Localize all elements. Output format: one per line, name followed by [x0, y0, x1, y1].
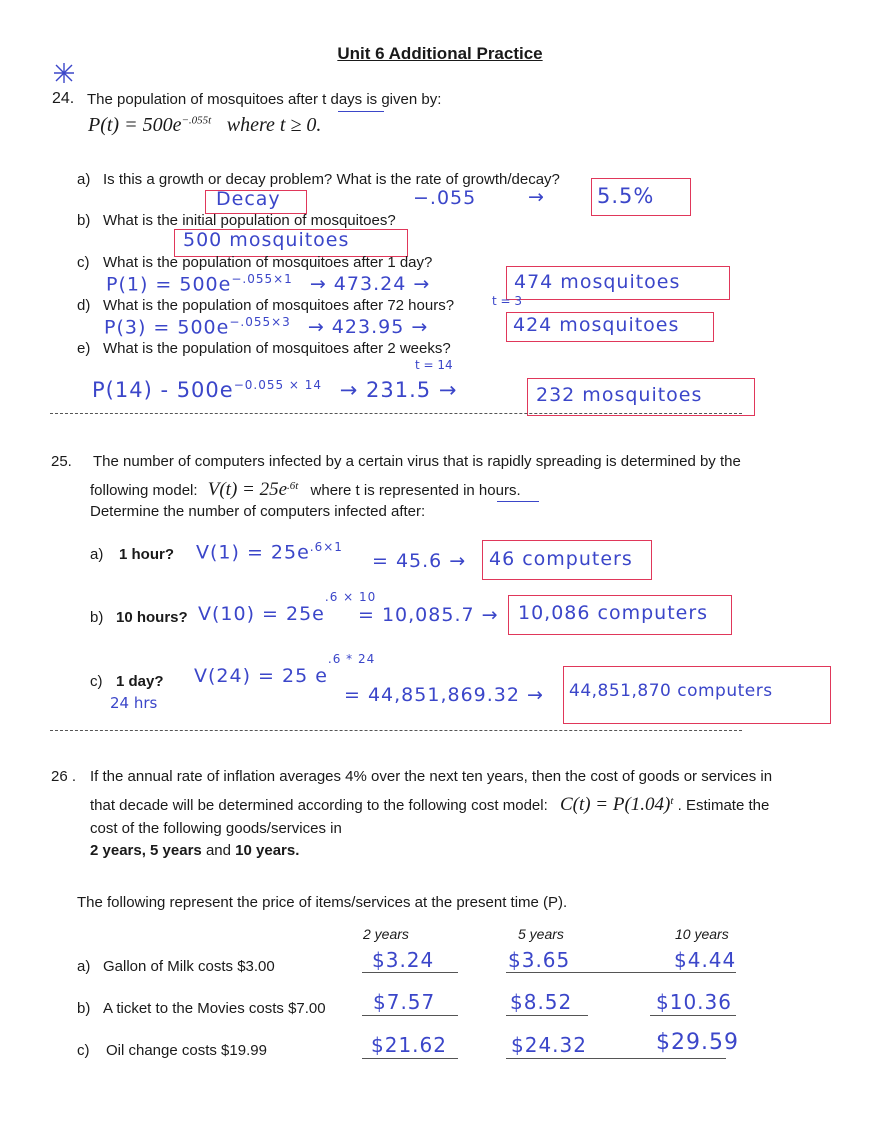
q24e-note: t = 14 [415, 358, 453, 372]
q26c-val-2: $21.62 [371, 1033, 447, 1057]
q26b-item: A ticket to the Movies costs $7.00 [103, 1000, 326, 1017]
q24c-text: What is the population of mosquitoes after 1 day? [103, 254, 433, 271]
q25a-ans: 46 computers [489, 548, 633, 570]
q26-col-10years: 10 years [675, 926, 729, 942]
q25-number: 25. [51, 453, 72, 470]
q26b-val-5: $8.52 [510, 990, 573, 1014]
q24e-text: What is the population of mosquitoes after 2 weeks? [103, 340, 451, 357]
q25-underline [497, 501, 539, 502]
q26c-line-5-10 [506, 1058, 726, 1059]
q24e-ans: 232 mosquitoes [536, 384, 703, 406]
q25a-work: $V(1) = 25e^{.6\times 1}$ [196, 540, 343, 564]
q25b-q: 10 hours? [116, 609, 188, 626]
q24-underline [338, 111, 384, 112]
q26b-label: b) [77, 1000, 91, 1017]
q24b-ans: 500 mosquitoes [183, 229, 350, 251]
q25-line1: The number of computers infected by a certain virus that is rapidly spreading is determined by the [93, 453, 741, 470]
q26b-line-2 [362, 1015, 458, 1016]
q24-formula: $P(t) = 500e^{-.055t}$ where t ≥ 0. [88, 114, 322, 136]
q24d-label: d) [77, 297, 91, 314]
q25b-result: = 10,085.7 → [358, 604, 499, 626]
q24a-text: Is this a growth or decay problem? What is the rate of growth/decay? [103, 171, 560, 188]
q24b-text: What is the initial population of mosquitoes? [103, 212, 396, 229]
q24e-label: e) [77, 340, 91, 357]
divider-2 [50, 730, 742, 731]
q24-text: The population of mosquitoes after t days is given by: [87, 91, 442, 108]
q26a-val-2: $3.24 [372, 948, 435, 972]
q26-line1: If the annual rate of inflation averages 4% over the next ten years, then the cost of goods or services in [90, 768, 773, 785]
page-title: Unit 6 Additional Practice [337, 44, 543, 63]
q25c-result: = 44,851,869.32 → [344, 684, 544, 706]
q24a-ans-type: Decay [216, 188, 281, 210]
q25b-work: $V(10) = 25e^{.6 \times 10}$ [198, 590, 377, 626]
divider-1 [50, 413, 742, 414]
q24e-work: $P(14) - 500e^{-0.055 \times 14} \to 231.5$ → [92, 378, 458, 402]
star-doodle-icon [52, 62, 76, 89]
q26-line3: cost of the following goods/services in [90, 820, 342, 837]
q25-line2: following model: $V(t) = 25e^{.6t}$ where t is represented in hours. [90, 479, 521, 500]
q24d-note: t = 3 [492, 294, 523, 308]
q26c-item: Oil change costs $19.99 [106, 1042, 267, 1059]
q24c-work: $P(1) = 500e^{-.055\times 1} \to 473.24$ → [106, 272, 431, 296]
q25c-work: V(24) = 25 $e^{.6 * 24}$ [194, 652, 376, 688]
q26b-line-10 [650, 1015, 736, 1016]
q25c-label: c) [90, 673, 103, 690]
q26-intro: The following represent the price of items/services at the present time (P). [77, 894, 568, 911]
q25a-result: = 45.6 → [372, 550, 467, 572]
q24d-ans: 424 mosquitoes [513, 314, 680, 336]
q25b-label: b) [90, 609, 104, 626]
q24-number: 24. [52, 90, 75, 107]
q25b-ans: 10,086 computers [518, 602, 709, 624]
q26b-line-5 [506, 1015, 588, 1016]
q24a-ans-rate: −.055 [413, 187, 477, 209]
q24a-arrow: → [528, 186, 545, 208]
q26a-val-10: $4.44 [674, 948, 737, 972]
q25c-ans: 44,851,870 computers [569, 681, 773, 701]
q26a-label: a) [77, 958, 91, 975]
q24c-label: c) [77, 254, 90, 271]
q24c-ans: 474 mosquitoes [514, 271, 681, 293]
q26-number: 26 . [51, 768, 77, 785]
q26-line4: 2 years, 5 years and 10 years. [90, 842, 300, 859]
q26-col-2years: 2 years [363, 926, 409, 942]
q24a-label: a) [77, 171, 91, 188]
q26c-val-5: $24.32 [511, 1033, 587, 1057]
q26c-label: c) [77, 1042, 90, 1059]
q26a-val-5: $3.65 [508, 948, 571, 972]
q25a-q: 1 hour? [119, 546, 174, 563]
q26b-val-2: $7.57 [373, 990, 436, 1014]
q26a-line-2 [362, 972, 458, 973]
q25-line3: Determine the number of computers infected after: [90, 503, 426, 520]
q24b-label: b) [77, 212, 91, 229]
q26-col-5years: 5 years [518, 926, 564, 942]
q26a-line-5-10 [506, 972, 736, 973]
q26b-val-10: $10.36 [656, 990, 732, 1014]
q24a-ans-percent: 5.5% [597, 184, 655, 208]
q25c-note: 24 hrs [110, 694, 158, 712]
q26-line2: that decade will be determined according to the following cost model: $C(t) = P(1.04)^t$ . Estimate the [90, 794, 770, 815]
q25a-label: a) [90, 546, 104, 563]
q25c-q: 1 day? [116, 673, 164, 690]
q24d-text: What is the population of mosquitoes after 72 hours? [103, 297, 455, 314]
q26a-item: Gallon of Milk costs $3.00 [103, 958, 275, 975]
q26c-val-10: $29.59 [656, 1030, 739, 1055]
q24d-work: $P(3) = 500e^{-.055\times 3} \to 423.95$ → [104, 315, 429, 339]
q26c-line-2 [362, 1058, 458, 1059]
